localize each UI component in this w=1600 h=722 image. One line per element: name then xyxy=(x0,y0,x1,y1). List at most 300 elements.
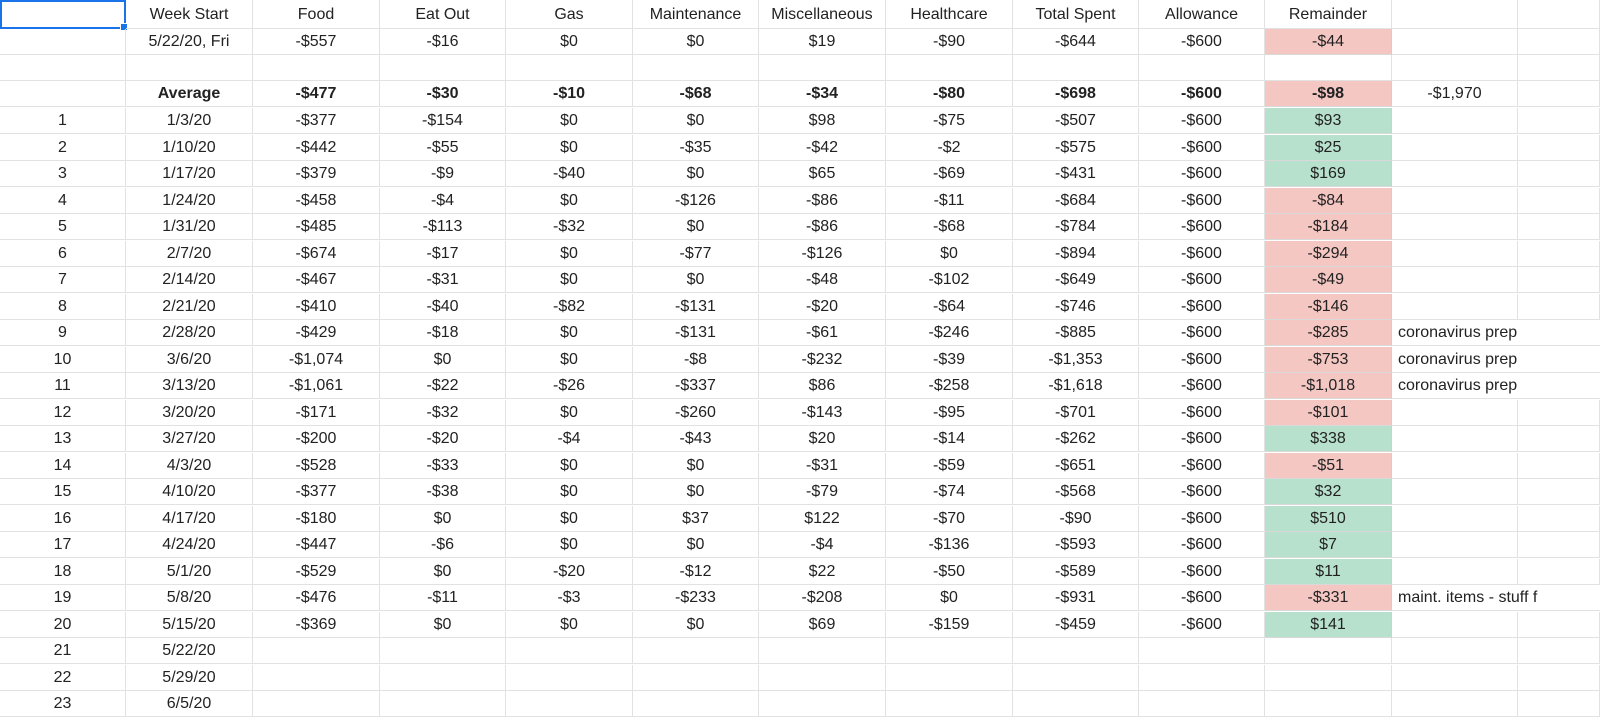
extra-cell[interactable] xyxy=(1518,108,1600,134)
maintenance-cell[interactable]: $0 xyxy=(633,612,759,638)
eat-out-cell[interactable]: -$9 xyxy=(380,161,506,187)
allowance-cell[interactable]: -$600 xyxy=(1139,241,1265,267)
header-extra-cell[interactable] xyxy=(1518,0,1600,29)
remainder-cell[interactable]: -$331 xyxy=(1265,585,1392,611)
extra-cell[interactable] xyxy=(1518,479,1600,505)
maintenance-cell[interactable]: -$12 xyxy=(633,559,759,585)
row-number-cell[interactable]: 18 xyxy=(0,559,126,585)
gas-cell[interactable]: $0 xyxy=(506,108,633,134)
eat-out-cell[interactable]: -$22 xyxy=(380,373,506,399)
row-number-cell[interactable]: 21 xyxy=(0,638,126,664)
remainder-cell[interactable]: -$285 xyxy=(1265,320,1392,346)
total-spent-cell[interactable]: -$931 xyxy=(1013,585,1139,611)
maintenance-cell[interactable]: $0 xyxy=(633,532,759,558)
remainder-cell[interactable]: -$1,018 xyxy=(1265,373,1392,399)
food-cell[interactable]: -$674 xyxy=(253,241,380,267)
note-cell[interactable]: maint. items - stuff f xyxy=(1392,585,1600,611)
allowance-cell[interactable]: -$600 xyxy=(1139,267,1265,293)
total-spent-cell[interactable] xyxy=(1013,665,1139,691)
note-cell[interactable] xyxy=(1392,453,1518,479)
remainder-cell[interactable]: $7 xyxy=(1265,532,1392,558)
header-remainder-cell[interactable]: Remainder xyxy=(1265,0,1392,29)
miscellaneous-cell[interactable]: -$61 xyxy=(759,320,886,346)
week-start-cell[interactable]: 4/17/20 xyxy=(126,506,253,532)
healthcare-cell[interactable] xyxy=(886,665,1013,691)
maintenance-cell[interactable]: -$35 xyxy=(633,135,759,161)
allowance-cell[interactable]: -$600 xyxy=(1139,532,1265,558)
miscellaneous-cell[interactable]: -$232 xyxy=(759,347,886,373)
note-cell[interactable] xyxy=(1392,55,1518,81)
note-cell[interactable] xyxy=(1392,267,1518,293)
week-start-cell[interactable]: 2/28/20 xyxy=(126,320,253,346)
gas-cell[interactable]: -$26 xyxy=(506,373,633,399)
total-spent-cell[interactable]: -$651 xyxy=(1013,453,1139,479)
maintenance-cell[interactable]: $37 xyxy=(633,506,759,532)
gas-cell[interactable]: $0 xyxy=(506,347,633,373)
allowance-cell[interactable]: -$600 xyxy=(1139,373,1265,399)
current-week-start-cell[interactable]: 5/22/20, Fri xyxy=(126,29,253,55)
header-allowance-cell[interactable]: Allowance xyxy=(1139,0,1265,29)
remainder-cell[interactable]: $338 xyxy=(1265,426,1392,452)
healthcare-cell[interactable] xyxy=(886,638,1013,664)
healthcare-cell[interactable]: $0 xyxy=(886,241,1013,267)
eat-out-cell[interactable]: $0 xyxy=(380,506,506,532)
healthcare-cell[interactable]: -$64 xyxy=(886,294,1013,320)
allowance-cell[interactable]: -$600 xyxy=(1139,161,1265,187)
miscellaneous-cell[interactable]: -$143 xyxy=(759,400,886,426)
total-spent-cell[interactable]: -$90 xyxy=(1013,506,1139,532)
row-number-cell[interactable]: 10 xyxy=(0,347,126,373)
maintenance-cell[interactable]: $0 xyxy=(633,214,759,240)
week-start-cell[interactable]: 2/7/20 xyxy=(126,241,253,267)
total-spent-cell[interactable]: -$568 xyxy=(1013,479,1139,505)
food-cell[interactable]: -$200 xyxy=(253,426,380,452)
rownum-cell[interactable] xyxy=(0,81,126,107)
gas-cell[interactable]: $0 xyxy=(506,267,633,293)
gas-cell[interactable]: -$4 xyxy=(506,426,633,452)
miscellaneous-cell[interactable]: -$126 xyxy=(759,241,886,267)
total-spent-cell[interactable]: -$746 xyxy=(1013,294,1139,320)
row-number-cell[interactable]: 19 xyxy=(0,585,126,611)
total-spent-cell[interactable]: -$1,353 xyxy=(1013,347,1139,373)
header-note-cell[interactable] xyxy=(1392,0,1518,29)
miscellaneous-cell[interactable] xyxy=(759,691,886,717)
current-healthcare-cell[interactable]: -$90 xyxy=(886,29,1013,55)
remainder-cell[interactable]: $141 xyxy=(1265,612,1392,638)
maintenance-cell[interactable]: -$260 xyxy=(633,400,759,426)
gas-cell[interactable]: $0 xyxy=(506,479,633,505)
total-spent-cell[interactable] xyxy=(1013,691,1139,717)
maintenance-cell[interactable]: -$126 xyxy=(633,188,759,214)
eat-out-cell[interactable]: -$38 xyxy=(380,479,506,505)
healthcare-cell[interactable] xyxy=(886,55,1013,81)
header-miscellaneous-cell[interactable]: Miscellaneous xyxy=(759,0,886,29)
gas-cell[interactable]: -$3 xyxy=(506,585,633,611)
row-number-cell[interactable]: 5 xyxy=(0,214,126,240)
maintenance-cell[interactable] xyxy=(633,665,759,691)
note-cell[interactable] xyxy=(1392,135,1518,161)
extra-cell[interactable] xyxy=(1518,214,1600,240)
gas-cell[interactable]: $0 xyxy=(506,320,633,346)
remainder-cell[interactable]: $11 xyxy=(1265,559,1392,585)
header-week-start-cell[interactable]: Week Start xyxy=(126,0,253,29)
maintenance-cell[interactable]: -$131 xyxy=(633,320,759,346)
average-label-cell[interactable]: Average xyxy=(126,81,253,107)
current-remainder-cell[interactable]: -$44 xyxy=(1265,29,1392,55)
healthcare-cell[interactable]: -$69 xyxy=(886,161,1013,187)
average-gas-cell[interactable]: -$10 xyxy=(506,81,633,107)
gas-cell[interactable]: $0 xyxy=(506,400,633,426)
remainder-cell[interactable]: $32 xyxy=(1265,479,1392,505)
allowance-cell[interactable] xyxy=(1139,55,1265,81)
food-cell[interactable]: -$458 xyxy=(253,188,380,214)
eat-out-cell[interactable]: -$113 xyxy=(380,214,506,240)
allowance-cell[interactable] xyxy=(1139,691,1265,717)
maintenance-cell[interactable]: -$131 xyxy=(633,294,759,320)
maintenance-cell[interactable]: -$8 xyxy=(633,347,759,373)
week-start-cell[interactable]: 3/13/20 xyxy=(126,373,253,399)
week-start-cell[interactable]: 3/6/20 xyxy=(126,347,253,373)
extra-cell[interactable] xyxy=(1518,638,1600,664)
week-start-cell[interactable]: 1/24/20 xyxy=(126,188,253,214)
total-spent-cell[interactable]: -$1,618 xyxy=(1013,373,1139,399)
current-miscellaneous-cell[interactable]: $19 xyxy=(759,29,886,55)
remainder-cell[interactable]: -$294 xyxy=(1265,241,1392,267)
miscellaneous-cell[interactable]: -$42 xyxy=(759,135,886,161)
food-cell[interactable]: -$447 xyxy=(253,532,380,558)
gas-cell[interactable] xyxy=(506,665,633,691)
note-cell[interactable] xyxy=(1392,612,1518,638)
row-number-cell[interactable]: 3 xyxy=(0,161,126,187)
maintenance-cell[interactable]: -$233 xyxy=(633,585,759,611)
header-maintenance-cell[interactable]: Maintenance xyxy=(633,0,759,29)
note-cell[interactable] xyxy=(1392,665,1518,691)
total-spent-cell[interactable]: -$459 xyxy=(1013,612,1139,638)
remainder-cell[interactable] xyxy=(1265,691,1392,717)
allowance-cell[interactable]: -$600 xyxy=(1139,426,1265,452)
extra-cell[interactable] xyxy=(1518,559,1600,585)
food-cell[interactable]: -$410 xyxy=(253,294,380,320)
week-start-cell[interactable]: 4/10/20 xyxy=(126,479,253,505)
total-spent-cell[interactable]: -$649 xyxy=(1013,267,1139,293)
row-number-cell[interactable]: 6 xyxy=(0,241,126,267)
food-cell[interactable]: -$467 xyxy=(253,267,380,293)
food-cell[interactable]: -$476 xyxy=(253,585,380,611)
extra-cell[interactable] xyxy=(1518,267,1600,293)
total-spent-cell[interactable]: -$431 xyxy=(1013,161,1139,187)
food-cell[interactable]: -$529 xyxy=(253,559,380,585)
extra-cell[interactable] xyxy=(1518,506,1600,532)
maintenance-cell[interactable]: -$43 xyxy=(633,426,759,452)
note-cell[interactable] xyxy=(1392,241,1518,267)
extra-cell[interactable] xyxy=(1518,188,1600,214)
average-remainder-cell[interactable]: -$98 xyxy=(1265,81,1392,107)
rownum-cell[interactable] xyxy=(0,29,126,55)
current-total-spent-cell[interactable]: -$644 xyxy=(1013,29,1139,55)
note-cell[interactable]: coronavirus prep xyxy=(1392,320,1600,346)
healthcare-cell[interactable]: -$136 xyxy=(886,532,1013,558)
row-number-cell[interactable]: 14 xyxy=(0,453,126,479)
allowance-cell[interactable]: -$600 xyxy=(1139,453,1265,479)
food-cell[interactable]: -$528 xyxy=(253,453,380,479)
allowance-cell[interactable] xyxy=(1139,638,1265,664)
row-number-cell[interactable]: 4 xyxy=(0,188,126,214)
miscellaneous-cell[interactable]: $65 xyxy=(759,161,886,187)
healthcare-cell[interactable]: -$39 xyxy=(886,347,1013,373)
week-start-cell[interactable]: 3/27/20 xyxy=(126,426,253,452)
week-start-cell[interactable]: 1/17/20 xyxy=(126,161,253,187)
selected-corner-cell[interactable] xyxy=(0,0,126,29)
eat-out-cell[interactable]: -$4 xyxy=(380,188,506,214)
current-eat-out-cell[interactable]: -$16 xyxy=(380,29,506,55)
healthcare-cell[interactable]: -$75 xyxy=(886,108,1013,134)
note-cell[interactable] xyxy=(1392,108,1518,134)
row-number-cell[interactable]: 23 xyxy=(0,691,126,717)
note-cell[interactable] xyxy=(1392,559,1518,585)
maintenance-cell[interactable]: $0 xyxy=(633,267,759,293)
allowance-cell[interactable]: -$600 xyxy=(1139,214,1265,240)
row-number-cell[interactable]: 15 xyxy=(0,479,126,505)
gas-cell[interactable]: $0 xyxy=(506,506,633,532)
maintenance-cell[interactable]: $0 xyxy=(633,453,759,479)
remainder-cell[interactable]: $510 xyxy=(1265,506,1392,532)
miscellaneous-cell[interactable]: -$31 xyxy=(759,453,886,479)
eat-out-cell[interactable]: -$6 xyxy=(380,532,506,558)
average-eat-out-cell[interactable]: -$30 xyxy=(380,81,506,107)
gas-cell[interactable] xyxy=(506,55,633,81)
healthcare-cell[interactable]: -$59 xyxy=(886,453,1013,479)
healthcare-cell[interactable]: -$70 xyxy=(886,506,1013,532)
note-cell[interactable] xyxy=(1392,161,1518,187)
row-number-cell[interactable]: 13 xyxy=(0,426,126,452)
average-miscellaneous-cell[interactable]: -$34 xyxy=(759,81,886,107)
note-cell[interactable]: coronavirus prep xyxy=(1392,373,1600,399)
healthcare-cell[interactable]: -$159 xyxy=(886,612,1013,638)
miscellaneous-cell[interactable]: -$4 xyxy=(759,532,886,558)
allowance-cell[interactable]: -$600 xyxy=(1139,585,1265,611)
week-start-cell[interactable] xyxy=(126,55,253,81)
gas-cell[interactable]: $0 xyxy=(506,532,633,558)
miscellaneous-cell[interactable]: -$86 xyxy=(759,188,886,214)
header-gas-cell[interactable]: Gas xyxy=(506,0,633,29)
row-number-cell[interactable]: 16 xyxy=(0,506,126,532)
healthcare-cell[interactable]: -$14 xyxy=(886,426,1013,452)
eat-out-cell[interactable]: -$154 xyxy=(380,108,506,134)
average-healthcare-cell[interactable]: -$80 xyxy=(886,81,1013,107)
healthcare-cell[interactable]: -$246 xyxy=(886,320,1013,346)
maintenance-cell[interactable]: $0 xyxy=(633,161,759,187)
current-food-cell[interactable]: -$557 xyxy=(253,29,380,55)
week-start-cell[interactable]: 5/22/20 xyxy=(126,638,253,664)
eat-out-cell[interactable] xyxy=(380,665,506,691)
extra-cell[interactable] xyxy=(1518,55,1600,81)
note-cell[interactable] xyxy=(1392,506,1518,532)
food-cell[interactable]: -$377 xyxy=(253,108,380,134)
eat-out-cell[interactable]: $0 xyxy=(380,347,506,373)
maintenance-cell[interactable]: $0 xyxy=(633,479,759,505)
remainder-cell[interactable]: -$49 xyxy=(1265,267,1392,293)
total-spent-cell[interactable]: -$593 xyxy=(1013,532,1139,558)
extra-cell[interactable] xyxy=(1518,426,1600,452)
eat-out-cell[interactable]: -$17 xyxy=(380,241,506,267)
allowance-cell[interactable]: -$600 xyxy=(1139,347,1265,373)
total-spent-cell[interactable]: -$575 xyxy=(1013,135,1139,161)
miscellaneous-cell[interactable]: -$79 xyxy=(759,479,886,505)
maintenance-cell[interactable] xyxy=(633,638,759,664)
row-number-cell[interactable]: 11 xyxy=(0,373,126,399)
total-spent-cell[interactable]: -$885 xyxy=(1013,320,1139,346)
remainder-cell[interactable]: $93 xyxy=(1265,108,1392,134)
header-healthcare-cell[interactable]: Healthcare xyxy=(886,0,1013,29)
miscellaneous-cell[interactable]: $122 xyxy=(759,506,886,532)
row-number-cell[interactable]: 8 xyxy=(0,294,126,320)
food-cell[interactable] xyxy=(253,665,380,691)
eat-out-cell[interactable] xyxy=(380,55,506,81)
note-cell[interactable] xyxy=(1392,294,1518,320)
gas-cell[interactable]: $0 xyxy=(506,612,633,638)
total-spent-cell[interactable]: -$684 xyxy=(1013,188,1139,214)
healthcare-cell[interactable]: -$11 xyxy=(886,188,1013,214)
extra-cell[interactable] xyxy=(1518,241,1600,267)
miscellaneous-cell[interactable]: -$208 xyxy=(759,585,886,611)
note-cell[interactable] xyxy=(1392,29,1518,55)
remainder-cell[interactable] xyxy=(1265,55,1392,81)
note-cell[interactable] xyxy=(1392,691,1518,717)
allowance-cell[interactable] xyxy=(1139,665,1265,691)
miscellaneous-cell[interactable]: $98 xyxy=(759,108,886,134)
eat-out-cell[interactable]: -$11 xyxy=(380,585,506,611)
row-number-cell[interactable]: 22 xyxy=(0,665,126,691)
remainder-cell[interactable] xyxy=(1265,638,1392,664)
eat-out-cell[interactable]: -$18 xyxy=(380,320,506,346)
allowance-cell[interactable]: -$600 xyxy=(1139,108,1265,134)
healthcare-cell[interactable]: $0 xyxy=(886,585,1013,611)
extra-cell[interactable] xyxy=(1518,29,1600,55)
allowance-cell[interactable]: -$600 xyxy=(1139,400,1265,426)
row-number-cell[interactable]: 17 xyxy=(0,532,126,558)
remainder-cell[interactable]: -$51 xyxy=(1265,453,1392,479)
miscellaneous-cell[interactable] xyxy=(759,638,886,664)
average-maintenance-cell[interactable]: -$68 xyxy=(633,81,759,107)
week-start-cell[interactable]: 5/1/20 xyxy=(126,559,253,585)
eat-out-cell[interactable]: -$31 xyxy=(380,267,506,293)
remainder-cell[interactable]: -$753 xyxy=(1265,347,1392,373)
extra-cell[interactable] xyxy=(1518,294,1600,320)
total-spent-cell[interactable] xyxy=(1013,638,1139,664)
total-spent-cell[interactable]: -$507 xyxy=(1013,108,1139,134)
week-start-cell[interactable]: 3/20/20 xyxy=(126,400,253,426)
note-cell[interactable] xyxy=(1392,479,1518,505)
total-spent-cell[interactable]: -$784 xyxy=(1013,214,1139,240)
week-start-cell[interactable]: 4/24/20 xyxy=(126,532,253,558)
maintenance-cell[interactable] xyxy=(633,55,759,81)
current-maintenance-cell[interactable]: $0 xyxy=(633,29,759,55)
gas-cell[interactable]: $0 xyxy=(506,135,633,161)
remainder-cell[interactable]: -$101 xyxy=(1265,400,1392,426)
eat-out-cell[interactable]: -$32 xyxy=(380,400,506,426)
average-total-remainder-cell[interactable]: -$1,970 xyxy=(1392,81,1518,107)
healthcare-cell[interactable]: -$68 xyxy=(886,214,1013,240)
miscellaneous-cell[interactable]: $69 xyxy=(759,612,886,638)
row-number-cell[interactable]: 20 xyxy=(0,612,126,638)
average-total-spent-cell[interactable]: -$698 xyxy=(1013,81,1139,107)
food-cell[interactable]: -$369 xyxy=(253,612,380,638)
gas-cell[interactable]: $0 xyxy=(506,188,633,214)
eat-out-cell[interactable]: $0 xyxy=(380,612,506,638)
current-gas-cell[interactable]: $0 xyxy=(506,29,633,55)
gas-cell[interactable] xyxy=(506,638,633,664)
total-spent-cell[interactable] xyxy=(1013,55,1139,81)
allowance-cell[interactable]: -$600 xyxy=(1139,294,1265,320)
food-cell[interactable]: -$429 xyxy=(253,320,380,346)
eat-out-cell[interactable] xyxy=(380,638,506,664)
week-start-cell[interactable]: 1/31/20 xyxy=(126,214,253,240)
gas-cell[interactable]: -$20 xyxy=(506,559,633,585)
gas-cell[interactable]: -$40 xyxy=(506,161,633,187)
week-start-cell[interactable]: 2/14/20 xyxy=(126,267,253,293)
header-total-spent-cell[interactable]: Total Spent xyxy=(1013,0,1139,29)
miscellaneous-cell[interactable] xyxy=(759,55,886,81)
week-start-cell[interactable]: 5/15/20 xyxy=(126,612,253,638)
gas-cell[interactable]: $0 xyxy=(506,241,633,267)
current-allowance-cell[interactable]: -$600 xyxy=(1139,29,1265,55)
food-cell[interactable]: -$180 xyxy=(253,506,380,532)
healthcare-cell[interactable] xyxy=(886,691,1013,717)
maintenance-cell[interactable] xyxy=(633,691,759,717)
maintenance-cell[interactable]: $0 xyxy=(633,108,759,134)
food-cell[interactable] xyxy=(253,638,380,664)
row-number-cell[interactable]: 2 xyxy=(0,135,126,161)
header-eat-out-cell[interactable]: Eat Out xyxy=(380,0,506,29)
remainder-cell[interactable]: -$84 xyxy=(1265,188,1392,214)
row-number-cell[interactable]: 9 xyxy=(0,320,126,346)
week-start-cell[interactable]: 2/21/20 xyxy=(126,294,253,320)
food-cell[interactable]: -$1,074 xyxy=(253,347,380,373)
gas-cell[interactable] xyxy=(506,691,633,717)
header-food-cell[interactable]: Food xyxy=(253,0,380,29)
gas-cell[interactable]: -$82 xyxy=(506,294,633,320)
food-cell[interactable]: -$377 xyxy=(253,479,380,505)
food-cell[interactable]: -$379 xyxy=(253,161,380,187)
food-cell[interactable]: -$1,061 xyxy=(253,373,380,399)
eat-out-cell[interactable] xyxy=(380,691,506,717)
extra-cell[interactable] xyxy=(1518,665,1600,691)
eat-out-cell[interactable]: -$20 xyxy=(380,426,506,452)
week-start-cell[interactable]: 4/3/20 xyxy=(126,453,253,479)
allowance-cell[interactable]: -$600 xyxy=(1139,188,1265,214)
total-spent-cell[interactable]: -$894 xyxy=(1013,241,1139,267)
miscellaneous-cell[interactable]: $20 xyxy=(759,426,886,452)
maintenance-cell[interactable]: -$337 xyxy=(633,373,759,399)
week-start-cell[interactable]: 1/10/20 xyxy=(126,135,253,161)
healthcare-cell[interactable]: -$74 xyxy=(886,479,1013,505)
eat-out-cell[interactable]: $0 xyxy=(380,559,506,585)
remainder-cell[interactable]: $169 xyxy=(1265,161,1392,187)
extra-cell[interactable] xyxy=(1518,691,1600,717)
week-start-cell[interactable]: 5/8/20 xyxy=(126,585,253,611)
allowance-cell[interactable]: -$600 xyxy=(1139,612,1265,638)
miscellaneous-cell[interactable]: -$48 xyxy=(759,267,886,293)
healthcare-cell[interactable]: -$258 xyxy=(886,373,1013,399)
allowance-cell[interactable]: -$600 xyxy=(1139,135,1265,161)
food-cell[interactable] xyxy=(253,691,380,717)
note-cell[interactable] xyxy=(1392,532,1518,558)
extra-cell[interactable] xyxy=(1518,453,1600,479)
note-cell[interactable] xyxy=(1392,400,1518,426)
total-spent-cell[interactable]: -$262 xyxy=(1013,426,1139,452)
food-cell[interactable]: -$485 xyxy=(253,214,380,240)
note-cell[interactable] xyxy=(1392,214,1518,240)
